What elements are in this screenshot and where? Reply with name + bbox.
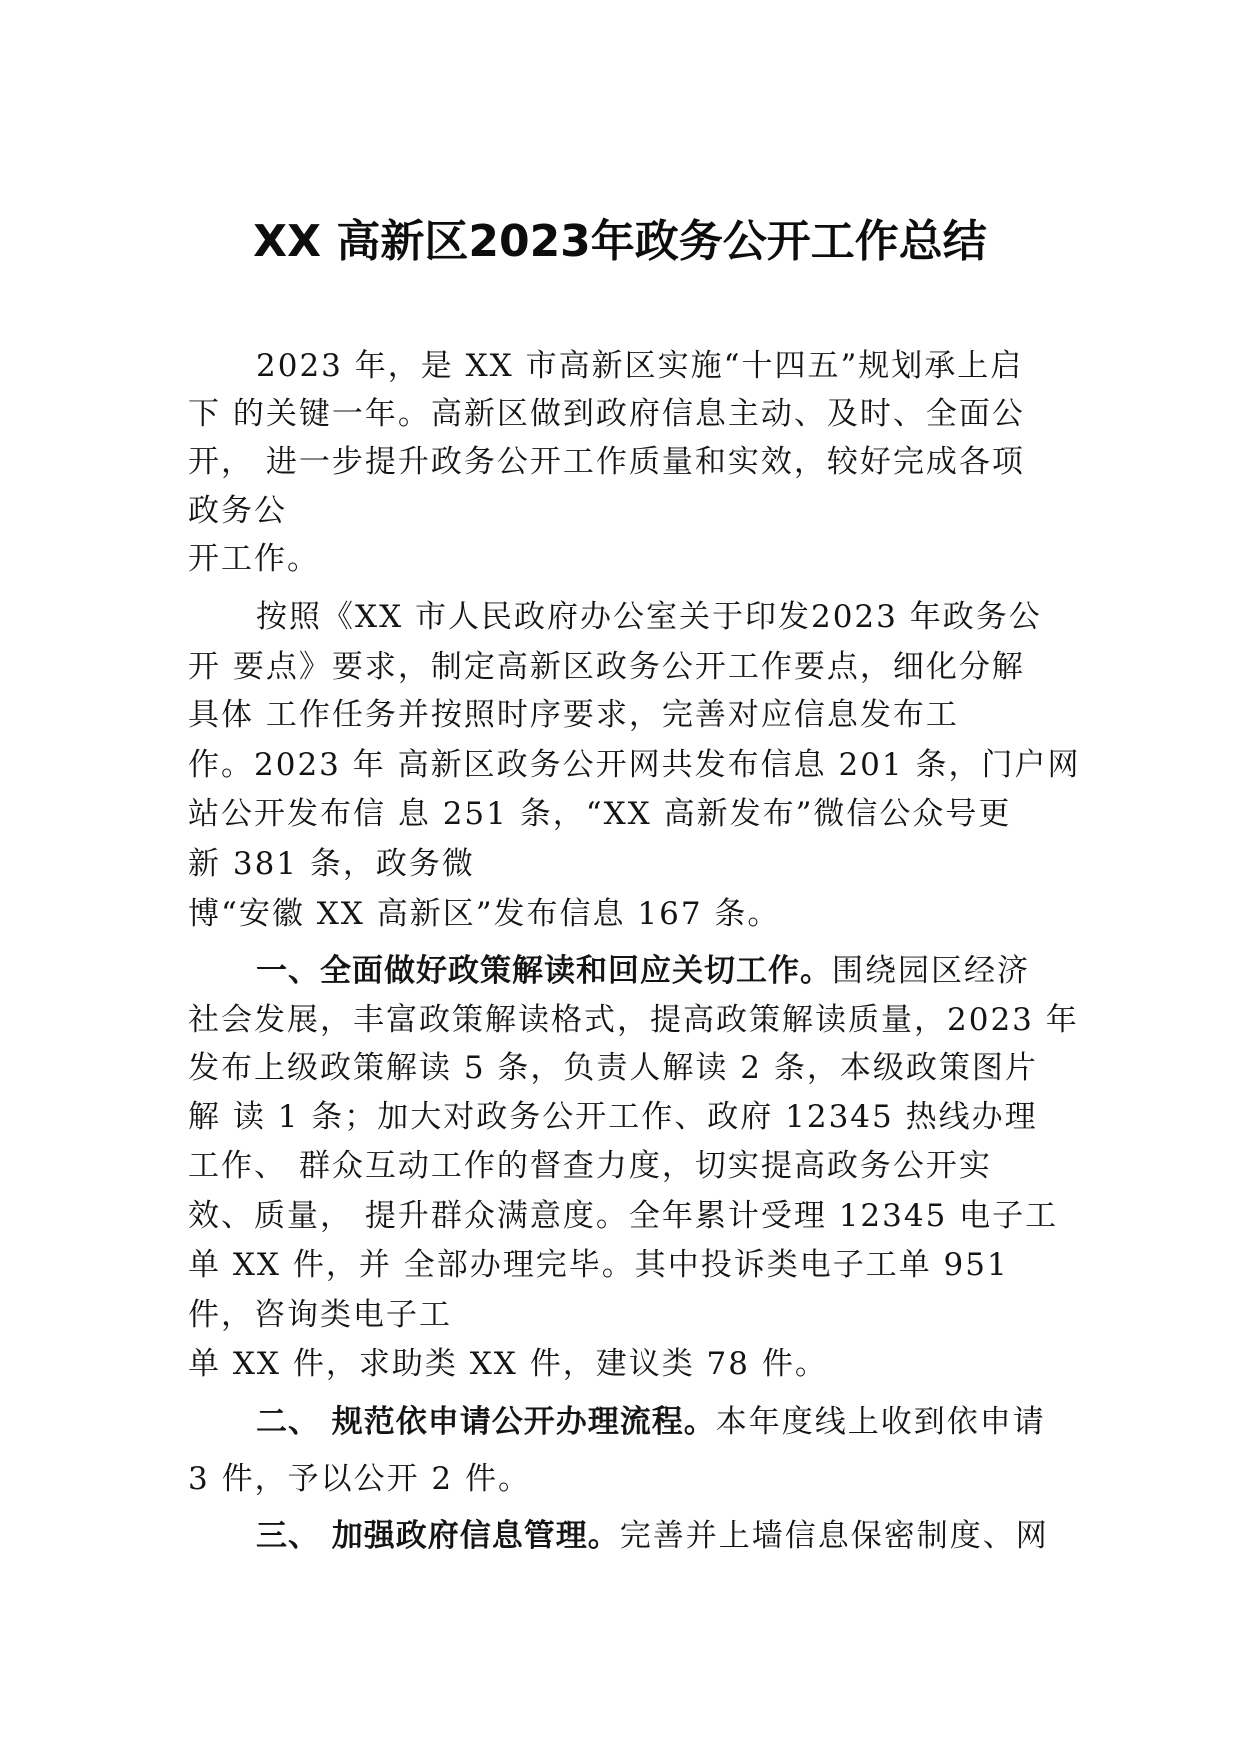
section-heading-line: 一、全面做好政策解读和回应关切工作。围绕园区经济 [256,953,1030,989]
paragraph-line: 效、质量， 提升群众满意度。全年累计受理 12345 电子工 [188,1198,1059,1234]
paragraph-line: 2023 年，是 XX 市高新区实施“十四五”规划承上启 [256,348,1024,384]
paragraph-line: 开 要点》要求，制定高新区政务公开工作要点，细化分解 [188,649,1025,685]
document-title: XX 高新区2023年政务公开工作总结 [253,216,987,267]
paragraph-line: 3 件，予以公开 2 件。 [188,1461,532,1497]
section-heading-line: 三、 加强政府信息管理。完善并上墙信息保密制度、网 [256,1518,1049,1554]
paragraph-line: 解 读 1 条；加大对政务公开工作、政府 12345 热线办理 [188,1099,1038,1135]
paragraph-line: 作。2023 年 高新区政务公开网共发布信息 201 条，门户网 [188,747,1081,783]
paragraph-line: 下 的关键一年。高新区做到政府信息主动、及时、全面公 [188,396,1025,432]
section-heading-2: 二、 规范依申请公开办理流程。 [256,1404,716,1440]
paragraph-line: 开工作。 [188,541,320,577]
paragraph-line: 社会发展，丰富政策解读格式，提高政策解读质量，2023 年 [188,1002,1079,1038]
paragraph-line: 具体 工作任务并按照时序要求，完善对应信息发布工 [188,697,959,733]
paragraph-line: 发布上级政策解读 5 条，负责人解读 2 条，本级政策图片 [188,1050,1038,1086]
paragraph-line: 单 XX 件，并 全部办理完毕。其中投诉类电子工单 951 [188,1247,1009,1283]
paragraph-line: 件，咨询类电子工 [188,1297,452,1333]
section-heading-1: 一、全面做好政策解读和回应关切工作。 [256,953,832,989]
paragraph-line: 站公开发布信 息 251 条，“XX 高新发布”微信公众号更 [188,796,1012,832]
paragraph-line: 工作、 群众互动工作的督查力度，切实提高政务公开实 [188,1148,992,1184]
paragraph-line: 新 381 条，政务微 [188,846,475,882]
paragraph-line: 开， 进一步提升政务公开工作质量和实效，较好完成各项 [188,444,1025,480]
paragraph-line: 单 XX 件，求助类 XX 件，建议类 78 件。 [188,1346,828,1382]
section-heading-3: 三、 加强政府信息管理。 [256,1518,620,1554]
paragraph-line: 政务公 [188,493,287,529]
paragraph-line: 按照《XX 市人民政府办公室关于印发2023 年政务公 [256,599,1042,635]
section-heading-line: 二、 规范依申请公开办理流程。本年度线上收到依申请 [256,1404,1046,1440]
paragraph-line: 博“安徽 XX 高新区”发布信息 167 条。 [188,896,781,932]
